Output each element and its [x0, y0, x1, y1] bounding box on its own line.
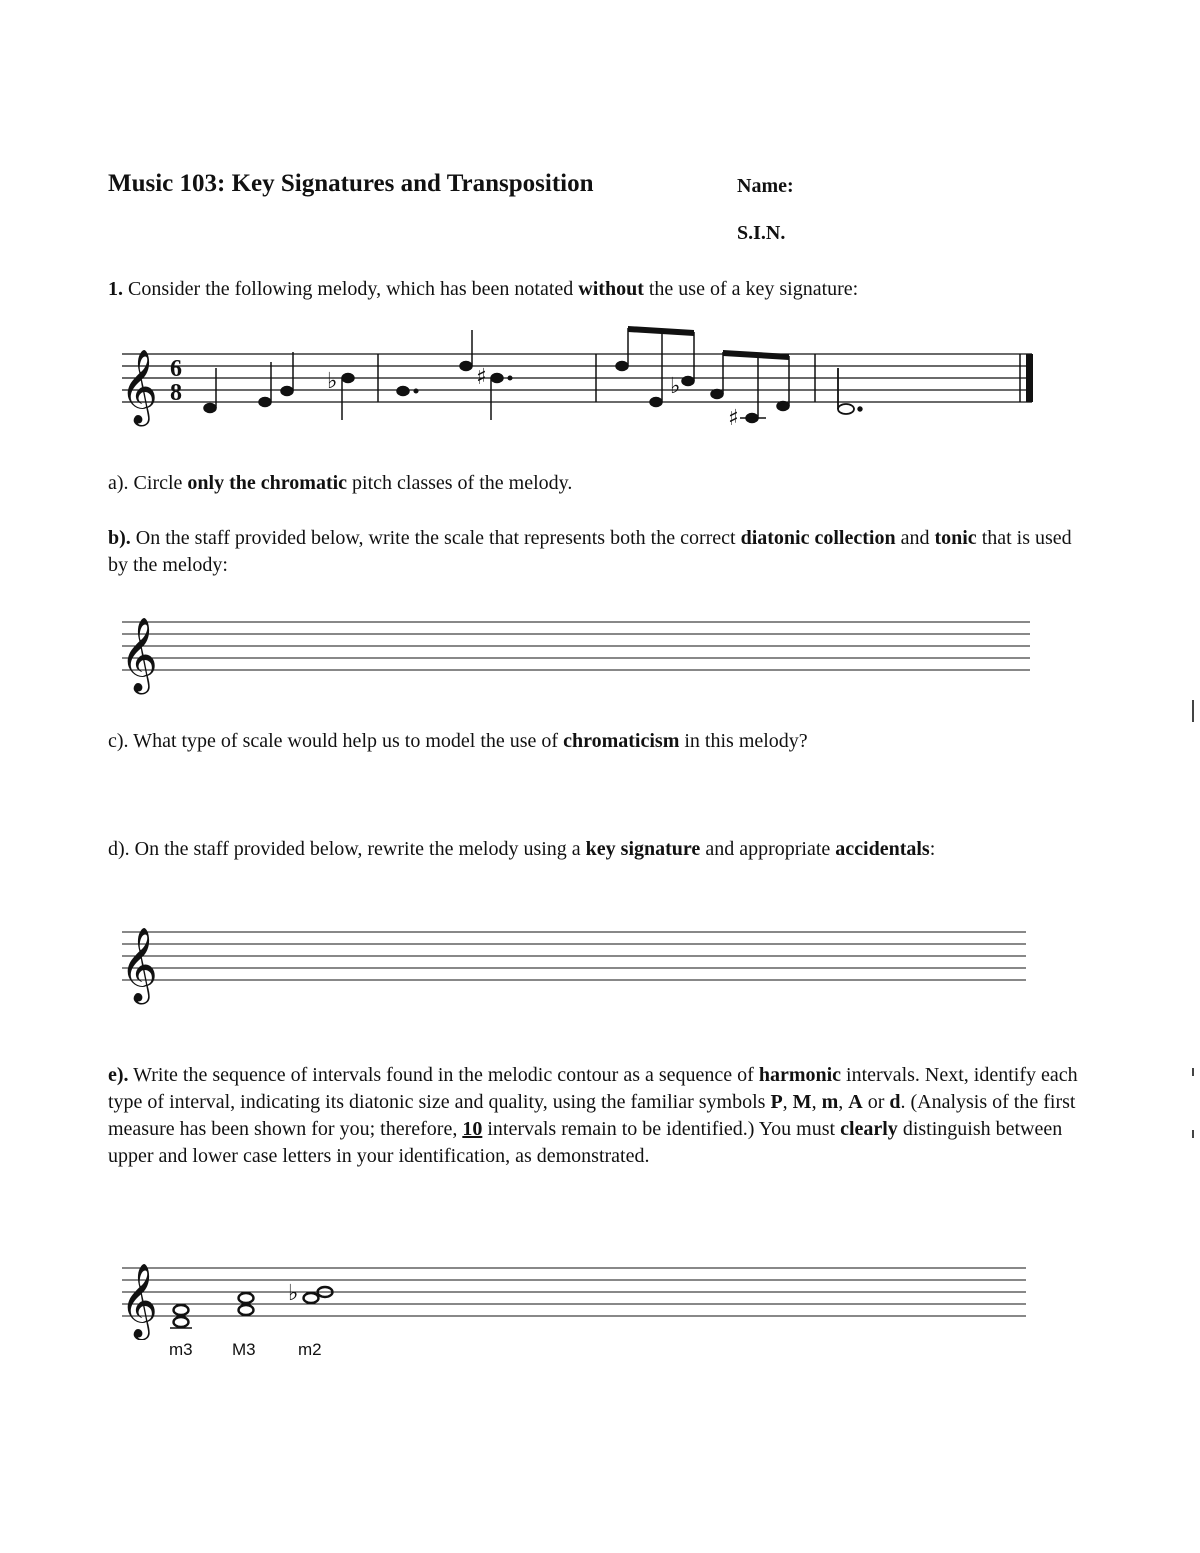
part-b: b). On the staff provided below, write the scale that represents both the correct diatonic collection and tonic that is used by the melody: [108, 527, 1072, 576]
name-label: Name: [737, 175, 794, 197]
question-1: 1. Consider the following melody, which has been notated without the use of a key signature: [108, 278, 859, 300]
question-number: 1. [108, 278, 123, 300]
interval-label: M3 [232, 1340, 256, 1359]
scan-mark [1192, 1068, 1194, 1076]
scan-mark [1192, 1130, 1194, 1138]
treble-clef-icon: 𝄞 [120, 618, 158, 692]
time-signature-top: 6 [170, 356, 182, 382]
sharp-icon: ♯ [728, 406, 739, 431]
part-a: a). Circle only the chromatic pitch classes of the melody. [108, 472, 573, 494]
interval-note [239, 1293, 254, 1303]
interval-note [239, 1305, 254, 1315]
flat-icon: ♭ [288, 1281, 299, 1306]
interval-note [174, 1317, 189, 1327]
interval-label: m3 [169, 1340, 193, 1359]
part-e: e). Write the sequence of intervals found in the melodic contour as a sequence of harmonic intervals. Next, identify each type of interval, indicating its diatonic size and quality, using the familiar symbols P, M, m, A or d. (Analysis of the first measure has been shown for you; therefore, 10 intervals remain to be identified.) You must clearly distinguish between upper and lower case letters in your identification, as demonstrated. [108, 1064, 1078, 1167]
interval-note [304, 1293, 319, 1303]
treble-clef-icon: 𝄞 [120, 928, 158, 1002]
page-title: Music 103: Key Signatures and Transposition [108, 170, 594, 197]
interval-label: m2 [298, 1340, 322, 1359]
treble-clef-icon: 𝄞 [120, 350, 158, 424]
part-c: c). What type of scale would help us to model the use of chromaticism in this melody? [108, 730, 808, 752]
scan-mark [1192, 700, 1194, 722]
interval-note [174, 1305, 189, 1315]
sharp-icon: ♯ [476, 365, 487, 390]
flat-icon: ♭ [670, 374, 681, 399]
sin-label: S.I.N. [737, 222, 786, 244]
part-d: d). On the staff provided below, rewrite the melody using a key signature and appropriate accidentals: [108, 838, 936, 860]
time-signature-bottom: 8 [170, 380, 182, 406]
flat-icon: ♭ [327, 369, 338, 394]
treble-clef-icon: 𝄞 [120, 1264, 158, 1338]
